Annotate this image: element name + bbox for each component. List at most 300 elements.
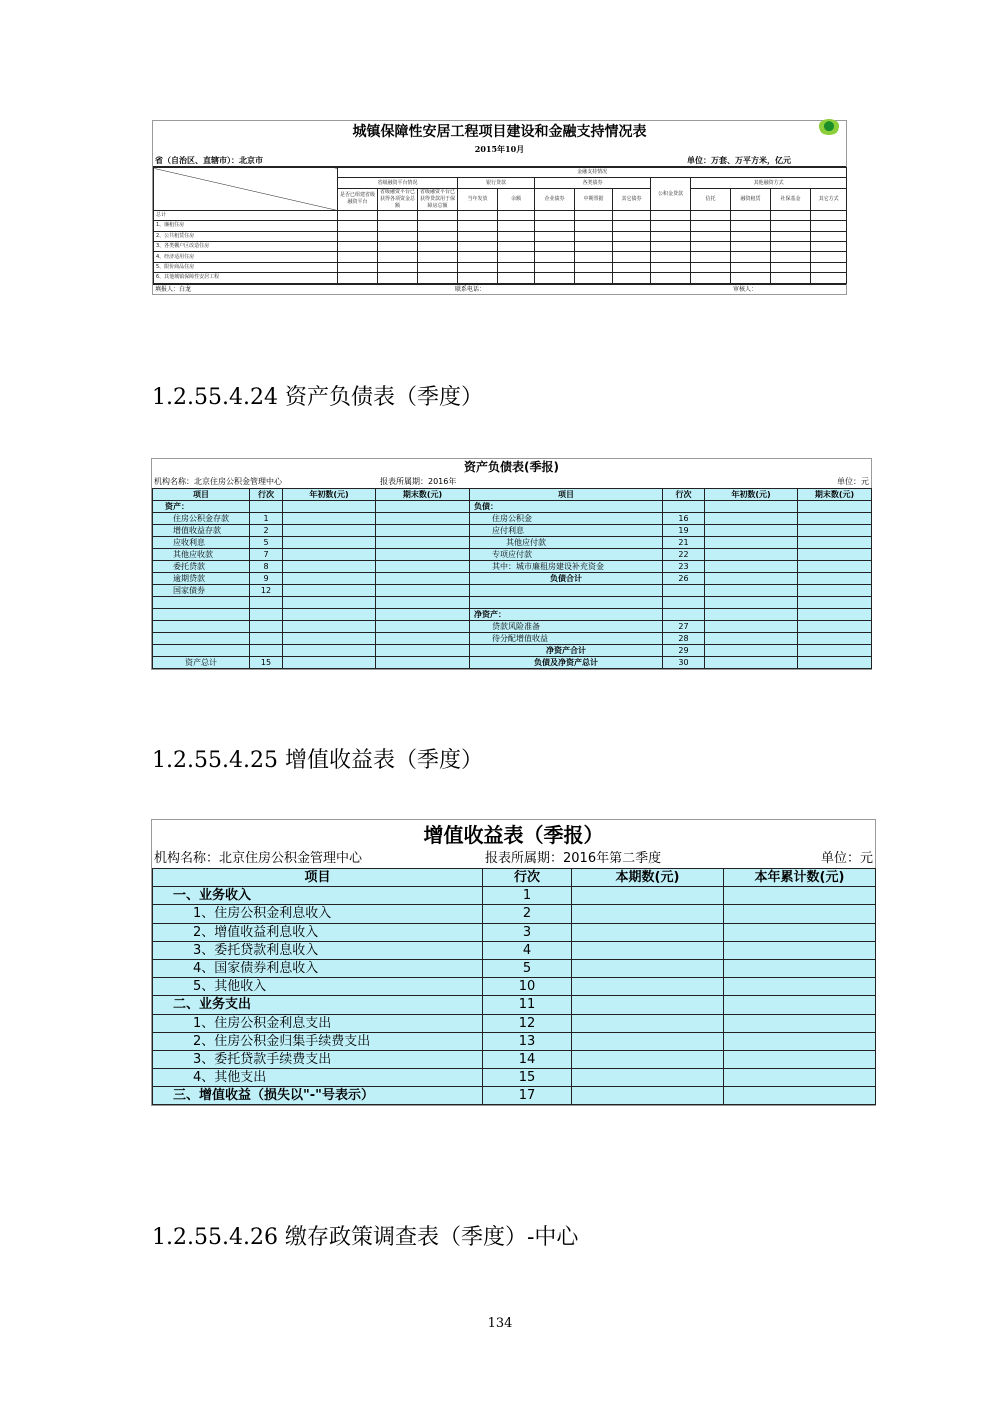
row-item: 一、业务收入 [153,887,483,905]
data-cell [418,273,458,283]
data-cell [376,657,470,669]
housing-finance-table-title [153,121,846,143]
data-cell [378,273,418,283]
data-cell [691,262,731,272]
data-cell [651,252,691,262]
table-row [153,525,872,537]
data-cell [705,525,798,537]
data-cell [572,905,724,923]
data-cell [535,273,575,283]
data-cell [771,262,811,272]
row-line-no: 1 [483,887,572,905]
left-item [153,633,250,645]
data-cell [724,1087,876,1105]
data-cell [798,609,872,621]
data-cell [771,210,811,220]
data-cell [798,537,872,549]
data-cell [731,221,771,231]
data-cell [575,221,613,231]
data-cell [724,978,876,996]
right-item: 其他应付款 [470,537,663,549]
left-line-no: 8 [250,561,283,573]
right-item: 负债及净资产总计 [470,657,663,669]
data-cell [724,1032,876,1050]
right-line-no: 21 [663,537,705,549]
data-cell [575,241,613,251]
data-cell [731,273,771,283]
header-row [153,869,876,887]
data-cell [651,262,691,272]
data-cell [283,561,376,573]
data-cell [651,210,691,220]
col-header: 公积金贷款 [651,178,691,210]
data-cell [283,621,376,633]
data-cell [575,252,613,262]
col-header: 行次 [663,489,705,501]
data-cell [572,1050,724,1068]
right-item: 应付利息 [470,525,663,537]
row-line-no: 12 [483,1014,572,1032]
table-row [153,597,872,609]
row-label: 5、限价商品住房 [154,262,338,272]
data-cell [572,923,724,941]
balance-sheet-info-bar [152,475,871,488]
data-cell [535,262,575,272]
table-row [153,537,872,549]
right-line-no: 16 [663,513,705,525]
data-cell [376,513,470,525]
section-heading-26: 1.2.55.4.26 缴存政策调查表（季度）-中心 [152,1225,579,1250]
page-number: 134 [487,1316,513,1331]
col-header: 期末数(元) [376,489,470,501]
data-cell [731,241,771,251]
table-row [153,1087,876,1105]
data-cell [705,501,798,513]
table-row [153,1014,876,1032]
report-month: 2015年10月 [474,144,525,154]
table-row [154,262,847,272]
data-cell [613,221,651,231]
table-row [153,978,876,996]
data-cell [724,941,876,959]
row-line-no: 2 [483,905,572,923]
table-row [153,923,876,941]
data-cell [458,231,498,241]
left-line-no [250,633,283,645]
data-cell [283,657,376,669]
data-cell [418,252,458,262]
table-footer [153,284,846,294]
data-cell [378,252,418,262]
data-cell [376,501,470,513]
data-cell [535,231,575,241]
section-heading-24: 1.2.55.4.24 资产负债表（季度） [152,385,483,410]
balance-sheet-rows [153,501,872,669]
data-cell [376,549,470,561]
data-cell [283,525,376,537]
data-cell [283,537,376,549]
table-row [154,241,847,251]
left-item [153,609,250,621]
table-row [153,573,872,585]
left-item: 住房公积金存款 [153,513,250,525]
group-bonds: 各类债券 [535,178,651,188]
left-item: 应收利息 [153,537,250,549]
data-cell [771,273,811,283]
data-cell [798,645,872,657]
left-line-no: 1 [250,513,283,525]
diagonal-header-cell [154,168,338,211]
data-cell [376,561,470,573]
data-cell [771,241,811,251]
left-line-no [250,501,283,513]
group-bank-loan: 银行贷款 [458,178,535,188]
report-period: 报表所属期：2016年第二季度 [485,851,662,866]
data-cell [458,262,498,272]
data-cell [771,221,811,231]
data-cell [498,210,535,220]
data-cell [338,231,378,241]
col-header: 项目 [470,489,663,501]
data-cell [283,585,376,597]
right-line-no: 19 [663,525,705,537]
left-line-no: 7 [250,549,283,561]
data-cell [535,221,575,231]
left-item [153,621,250,633]
table-row [153,621,872,633]
data-cell [705,585,798,597]
data-cell [651,241,691,251]
data-cell [613,273,651,283]
row-line-no: 15 [483,1069,572,1087]
left-item [153,645,250,657]
row-item: 4、其他支出 [153,1069,483,1087]
data-cell [575,231,613,241]
section-heading-25: 1.2.55.4.25 增值收益表（季度） [152,748,483,773]
reviewer-label: 审核人： [733,285,758,293]
housing-finance-table [152,120,847,295]
row-item: 3、委托贷款利息收入 [153,941,483,959]
data-cell [798,525,872,537]
data-cell [691,273,731,283]
data-cell [798,513,872,525]
left-line-no: 15 [250,657,283,669]
col-header: 融资租赁 [731,188,771,210]
data-cell [811,221,847,231]
row-line-no: 4 [483,941,572,959]
data-cell [731,231,771,241]
data-cell [458,252,498,262]
data-cell [283,549,376,561]
data-cell [283,513,376,525]
data-cell [724,1050,876,1068]
left-item: 国家债券 [153,585,250,597]
data-cell [613,252,651,262]
balance-sheet-grid [152,488,872,669]
data-cell [613,231,651,241]
data-cell [418,221,458,231]
col-header: 本年累计数(元) [724,869,876,887]
left-line-no [250,597,283,609]
data-cell [575,273,613,283]
col-header: 本期数(元) [572,869,724,887]
data-cell [418,262,458,272]
income-table-title: 增值收益表（季报） [423,823,604,847]
data-cell [498,221,535,231]
data-cell [283,501,376,513]
data-cell [613,262,651,272]
data-cell [771,252,811,262]
data-cell [705,573,798,585]
right-item: 住房公积金 [470,513,663,525]
table-row [153,1032,876,1050]
region-unit-bar [153,155,846,167]
data-cell [798,657,872,669]
data-cell [498,231,535,241]
report-period: 报表所属期：2016年 [380,477,457,486]
table-row [153,501,872,513]
org-name: 机构名称：北京住房公积金管理中心 [154,851,363,866]
data-cell [376,597,470,609]
right-item: 负债合计 [470,573,663,585]
row-line-no: 10 [483,978,572,996]
phone-label: 联系电话： [455,285,486,293]
data-cell [376,573,470,585]
right-line-no [663,609,705,621]
table-row [153,609,872,621]
data-cell [572,1014,724,1032]
table-row [153,585,872,597]
data-cell [283,609,376,621]
data-cell [705,597,798,609]
income-rows [153,887,876,1105]
row-label: 6、其他城镇保障性安居工程 [154,273,338,283]
col-header: 中期票据 [575,188,613,210]
right-line-no [663,597,705,609]
left-line-no: 12 [250,585,283,597]
data-cell [731,210,771,220]
data-cell [798,597,872,609]
left-item: 增值收益存款 [153,525,250,537]
data-cell [798,585,872,597]
data-cell [338,262,378,272]
data-cell [771,231,811,241]
data-cell [498,262,535,272]
right-item: 待分配增值收益 [470,633,663,645]
table-row [154,273,847,283]
balance-sheet-table [151,458,872,670]
data-cell [378,221,418,231]
data-cell [705,609,798,621]
data-cell [811,231,847,241]
data-cell [651,231,691,241]
group-financial-support: 金融支持情况 [338,168,847,178]
data-cell [535,252,575,262]
data-cell [798,549,872,561]
income-grid [152,868,876,1105]
unit-label: 单位：元 [837,477,869,486]
data-cell [705,513,798,525]
data-cell [798,501,872,513]
data-cell [572,1032,724,1050]
housing-finance-rows [154,210,847,283]
row-label: 1、廉租住房 [154,221,338,231]
data-cell [418,210,458,220]
row-line-no: 5 [483,959,572,977]
col-header: 项目 [153,489,250,501]
data-cell [811,252,847,262]
left-item: 逾期贷款 [153,573,250,585]
table-row [153,996,876,1014]
data-cell [498,241,535,251]
table-row [153,645,872,657]
right-line-no [663,501,705,513]
data-cell [378,231,418,241]
data-cell [376,609,470,621]
data-cell [691,221,731,231]
data-cell [378,262,418,272]
data-cell [691,241,731,251]
data-cell [338,241,378,251]
data-cell [572,996,724,1014]
data-cell [338,221,378,231]
row-item: 1、住房公积金利息收入 [153,905,483,923]
col-header: 行次 [250,489,283,501]
right-item: 贷款风险准备 [470,621,663,633]
group-other-methods: 其他融资方式 [691,178,847,188]
data-cell [376,645,470,657]
data-cell [572,978,724,996]
row-item: 三、增值收益（损失以"-"号表示） [153,1087,483,1105]
data-cell [798,621,872,633]
data-cell [535,241,575,251]
balance-sheet-title: 资产负债表(季报) [464,460,559,474]
left-line-no [250,645,283,657]
col-header: 期末数(元) [798,489,872,501]
table-row [154,221,847,231]
table-row [153,513,872,525]
row-item: 2、住房公积金归集手续费支出 [153,1032,483,1050]
row-label: 2、公共租赁住房 [154,231,338,241]
table-row [153,1069,876,1087]
right-line-no: 28 [663,633,705,645]
col-header: 余额 [498,188,535,210]
data-cell [572,887,724,905]
left-line-no: 2 [250,525,283,537]
table-row [153,657,872,669]
value-added-income-table [151,819,876,1106]
row-item: 2、增值收益利息收入 [153,923,483,941]
row-line-no: 3 [483,923,572,941]
row-item: 二、业务支出 [153,996,483,1014]
org-name: 机构名称：北京住房公积金管理中心 [154,477,282,486]
left-line-no: 9 [250,573,283,585]
row-label: 总计 [154,210,338,220]
data-cell [705,621,798,633]
data-cell [651,221,691,231]
unit-label: 单位：万套、万平方米，亿元 [687,155,791,165]
unit-label: 单位：元 [820,851,873,866]
right-item [470,597,663,609]
row-item: 3、委托贷款手续费支出 [153,1050,483,1068]
table-row [154,252,847,262]
col-header: 社保基金 [771,188,811,210]
data-cell [458,241,498,251]
left-item: 委托贷款 [153,561,250,573]
logo-icon [818,119,840,135]
data-cell [798,561,872,573]
data-cell [724,923,876,941]
data-cell [811,210,847,220]
data-cell [376,585,470,597]
data-cell [338,252,378,262]
row-line-no: 11 [483,996,572,1014]
data-cell [724,887,876,905]
left-item [153,597,250,609]
data-cell [705,549,798,561]
table-row [154,210,847,220]
table-row [154,231,847,241]
row-line-no: 13 [483,1032,572,1050]
table-row [153,905,876,923]
col-header: 年初数(元) [283,489,376,501]
right-item: 负债： [470,501,663,513]
data-cell [575,262,613,272]
left-item: 资产总计 [153,657,250,669]
data-cell [338,210,378,220]
col-header: 其它方式 [811,188,847,210]
data-cell [811,241,847,251]
housing-finance-grid [153,167,847,284]
right-item: 净资产合计 [470,645,663,657]
right-line-no: 30 [663,657,705,669]
data-cell [572,959,724,977]
data-cell [572,1087,724,1105]
col-header: 行次 [483,869,572,887]
row-item: 1、住房公积金利息支出 [153,1014,483,1032]
data-cell [572,941,724,959]
data-cell [705,537,798,549]
table-row [153,941,876,959]
table-row [153,549,872,561]
data-cell [376,537,470,549]
data-cell [418,241,458,251]
group-platform: 省级融资平台情况 [338,178,458,188]
table-row [153,561,872,573]
row-item: 4、国家债券利息收入 [153,959,483,977]
table-row [153,1050,876,1068]
data-cell [376,621,470,633]
data-cell [724,905,876,923]
data-cell [705,561,798,573]
left-line-no [250,621,283,633]
data-cell [575,210,613,220]
left-item: 资产： [153,501,250,513]
data-cell [378,210,418,220]
row-label: 4、经济适用住房 [154,252,338,262]
data-cell [691,231,731,241]
right-line-no: 27 [663,621,705,633]
table-title-text: 城镇保障性安居工程项目建设和金融支持情况表 [352,124,647,140]
income-table-info-bar [152,850,875,868]
col-header: 当年发放 [458,188,498,210]
data-cell [498,252,535,262]
data-cell [724,959,876,977]
data-cell [283,597,376,609]
row-item: 5、其他收入 [153,978,483,996]
col-header: 信托 [691,188,731,210]
col-header: 省级融资平台已获得贷款用于保障房总额 [418,188,458,210]
